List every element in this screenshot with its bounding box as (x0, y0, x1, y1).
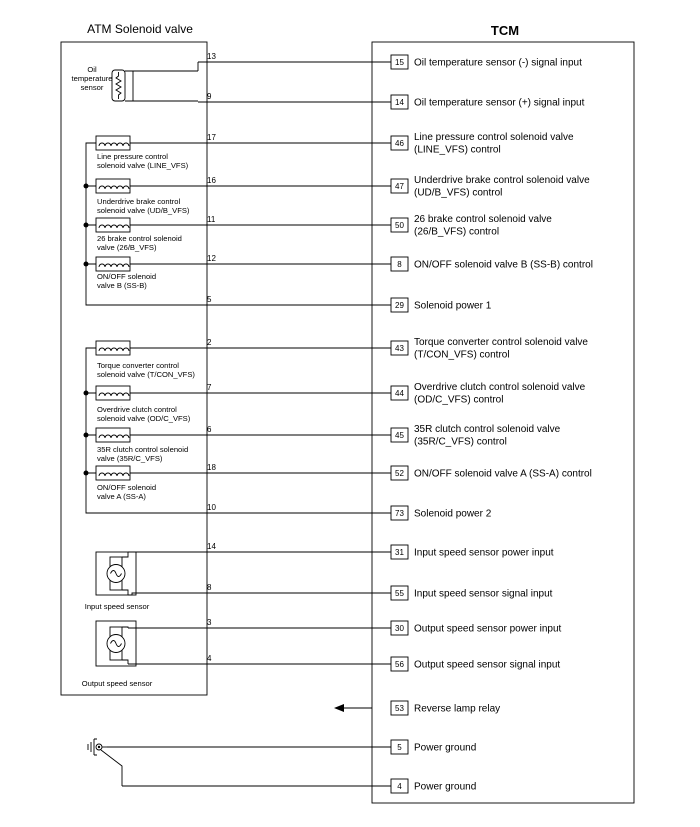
solenoid-onoff-b (96, 257, 198, 290)
wire (198, 463, 592, 480)
reverse-lamp-arrow (334, 704, 372, 712)
atm-pin-number: 8 (207, 583, 212, 592)
solenoid-onoff-a (96, 466, 198, 501)
tcm-pin-number: 45 (395, 431, 404, 440)
tcm-pin-number: 30 (395, 624, 404, 633)
tcm-signal-label: Torque converter control solenoid valve (414, 337, 588, 348)
wire (198, 542, 554, 559)
tcm-signal-label: Solenoid power 2 (414, 508, 492, 520)
solenoid-overdrive-clutch (96, 386, 198, 423)
tcm-signal-label: Overdrive clutch control solenoid valve (414, 382, 586, 393)
solenoid-label: ON/OFF solenoid (97, 272, 157, 281)
wire (198, 424, 561, 448)
tcm-signal-label: Power ground (414, 742, 477, 754)
solenoid-label: ON/OFF solenoid (97, 483, 157, 492)
solenoid-label: valve (35R/C_VFS) (97, 454, 163, 463)
atm-pin-number: 11 (207, 215, 216, 224)
tcm-pin-number: 31 (395, 548, 404, 557)
input-speed-sensor (85, 552, 198, 611)
wire (198, 503, 492, 520)
solenoid-label: Overdrive clutch control (97, 405, 177, 414)
output-speed-sensor (82, 621, 198, 688)
tcm-pin-number: 5 (397, 743, 402, 752)
tcm-pin-number: 15 (395, 58, 404, 67)
solenoid-label: valve B (SS-B) (97, 281, 147, 290)
tcm-signal-label: ON/OFF solenoid valve B (SS-B) control (414, 259, 593, 271)
tcm-pin-number: 4 (397, 782, 402, 791)
solenoid-35r-clutch (96, 428, 198, 463)
tcm-signal-label: Power ground (414, 781, 477, 793)
atm-pin-number: 7 (207, 383, 212, 392)
tcm-signal-label: Underdrive brake control solenoid valve (414, 175, 590, 186)
solenoid-label: valve (26/B_VFS) (97, 243, 157, 252)
tcm-pin-number: 55 (395, 589, 404, 598)
solenoid-label: 26 brake control solenoid (97, 234, 182, 243)
wire (391, 701, 500, 715)
wire (198, 175, 590, 199)
tcm-pin-number: 50 (395, 221, 404, 230)
solenoid-label: Underdrive brake control (97, 197, 181, 206)
atm-pin-number: 6 (207, 425, 212, 434)
tcm-pin-number: 52 (395, 469, 404, 478)
wire (198, 583, 553, 600)
atm-pin-number: 2 (207, 338, 212, 347)
solenoid-label: Line pressure control (97, 152, 168, 161)
wire (198, 382, 586, 406)
wire (198, 92, 585, 109)
tcm-signal-label: Oil temperature sensor (-) signal input (414, 57, 582, 69)
tcm-signal-label: (OD/C_VFS) control (414, 394, 504, 406)
atm-pin-number: 16 (207, 176, 216, 185)
atm-pin-number: 4 (207, 654, 212, 663)
oil-sensor-label-2: temperature (71, 74, 113, 83)
tcm-signal-label: Line pressure control solenoid valve (414, 132, 574, 143)
wire (107, 740, 476, 754)
ground-symbol (88, 739, 122, 786)
tcm-signal-label: 26 brake control solenoid valve (414, 214, 552, 225)
tcm-pin-number: 46 (395, 139, 404, 148)
wire (198, 295, 492, 312)
atm-module-title: ATM Solenoid valve (87, 22, 193, 36)
solenoid-line-pressure (96, 136, 198, 170)
solenoid-torque-converter (96, 341, 198, 379)
atm-pin-number: 9 (207, 92, 212, 101)
solenoid-label: 35R clutch control solenoid (97, 445, 189, 454)
tcm-signal-label: Solenoid power 1 (414, 300, 492, 312)
atm-pin-number: 12 (207, 254, 216, 263)
tcm-signal-label: (LINE_VFS) control (414, 144, 501, 156)
tcm-signal-label: Oil temperature sensor (+) signal input (414, 97, 585, 109)
solenoid-label: Torque converter control (97, 361, 179, 370)
oil-temperature-sensor (72, 65, 198, 101)
atm-pin-number: 5 (207, 295, 212, 304)
tcm-signal-label: Reverse lamp relay (414, 703, 501, 715)
output-speed-sensor-label: Output speed sensor (81, 679, 153, 688)
wire (198, 654, 560, 671)
tcm-signal-label: Input speed sensor signal input (414, 588, 553, 600)
oil-sensor-label-1: Oil (87, 65, 97, 74)
tcm-signal-label: 35R clutch control solenoid valve (414, 424, 561, 435)
wire (122, 779, 476, 793)
atm-pin-number: 3 (207, 618, 212, 627)
solenoid-label: solenoid valve (T/CON_VFS) (97, 370, 195, 379)
tcm-pin-number: 73 (395, 509, 404, 518)
oil-sensor-label-3: sensor (80, 83, 104, 92)
tcm-pin-number: 14 (395, 98, 404, 107)
solenoid-26-brake (96, 218, 198, 252)
solenoid-label: solenoid valve (UD/B_VFS) (97, 206, 190, 215)
tcm-pin-number: 29 (395, 301, 404, 310)
atm-pin-number: 17 (207, 133, 216, 142)
tcm-signal-label: Output speed sensor power input (414, 623, 562, 635)
tcm-pin-number: 43 (395, 344, 404, 353)
atm-pin-number: 14 (207, 542, 216, 551)
solenoid-label: solenoid valve (OD/C_VFS) (97, 414, 191, 423)
tcm-pin-number: 56 (395, 660, 404, 669)
tcm-pin-number: 44 (395, 389, 404, 398)
solenoid-label: solenoid valve (LINE_VFS) (97, 161, 189, 170)
solenoid-label: valve A (SS-A) (97, 492, 146, 501)
tcm-signal-label: ON/OFF solenoid valve A (SS-A) control (414, 468, 592, 480)
tcm-module-title: TCM (490, 23, 520, 38)
tcm-signal-label: (35R/C_VFS) control (414, 436, 507, 448)
tcm-signal-label: Input speed sensor power input (414, 547, 554, 559)
wire (198, 618, 562, 635)
tcm-signal-label: (26/B_VFS) control (414, 226, 500, 238)
atm-pin-number: 10 (207, 503, 216, 512)
tcm-pin-number: 53 (395, 704, 404, 713)
tcm-signal-label: Output speed sensor signal input (414, 659, 561, 671)
tcm-module-box (372, 42, 634, 803)
tcm-signal-label: (T/CON_VFS) control (414, 349, 510, 361)
tcm-signal-label: (UD/B_VFS) control (414, 187, 503, 199)
tcm-pin-number: 8 (397, 260, 402, 269)
solenoid-underdrive-brake (96, 179, 198, 215)
wire (198, 52, 582, 71)
wire (198, 132, 574, 156)
wire (198, 214, 552, 238)
wire (198, 337, 588, 361)
tcm-pin-number: 47 (395, 182, 404, 191)
wire (198, 254, 593, 271)
atm-pin-number: 18 (207, 463, 216, 472)
input-speed-sensor-label: Input speed sensor (84, 602, 150, 611)
atm-pin-number: 13 (207, 52, 216, 61)
